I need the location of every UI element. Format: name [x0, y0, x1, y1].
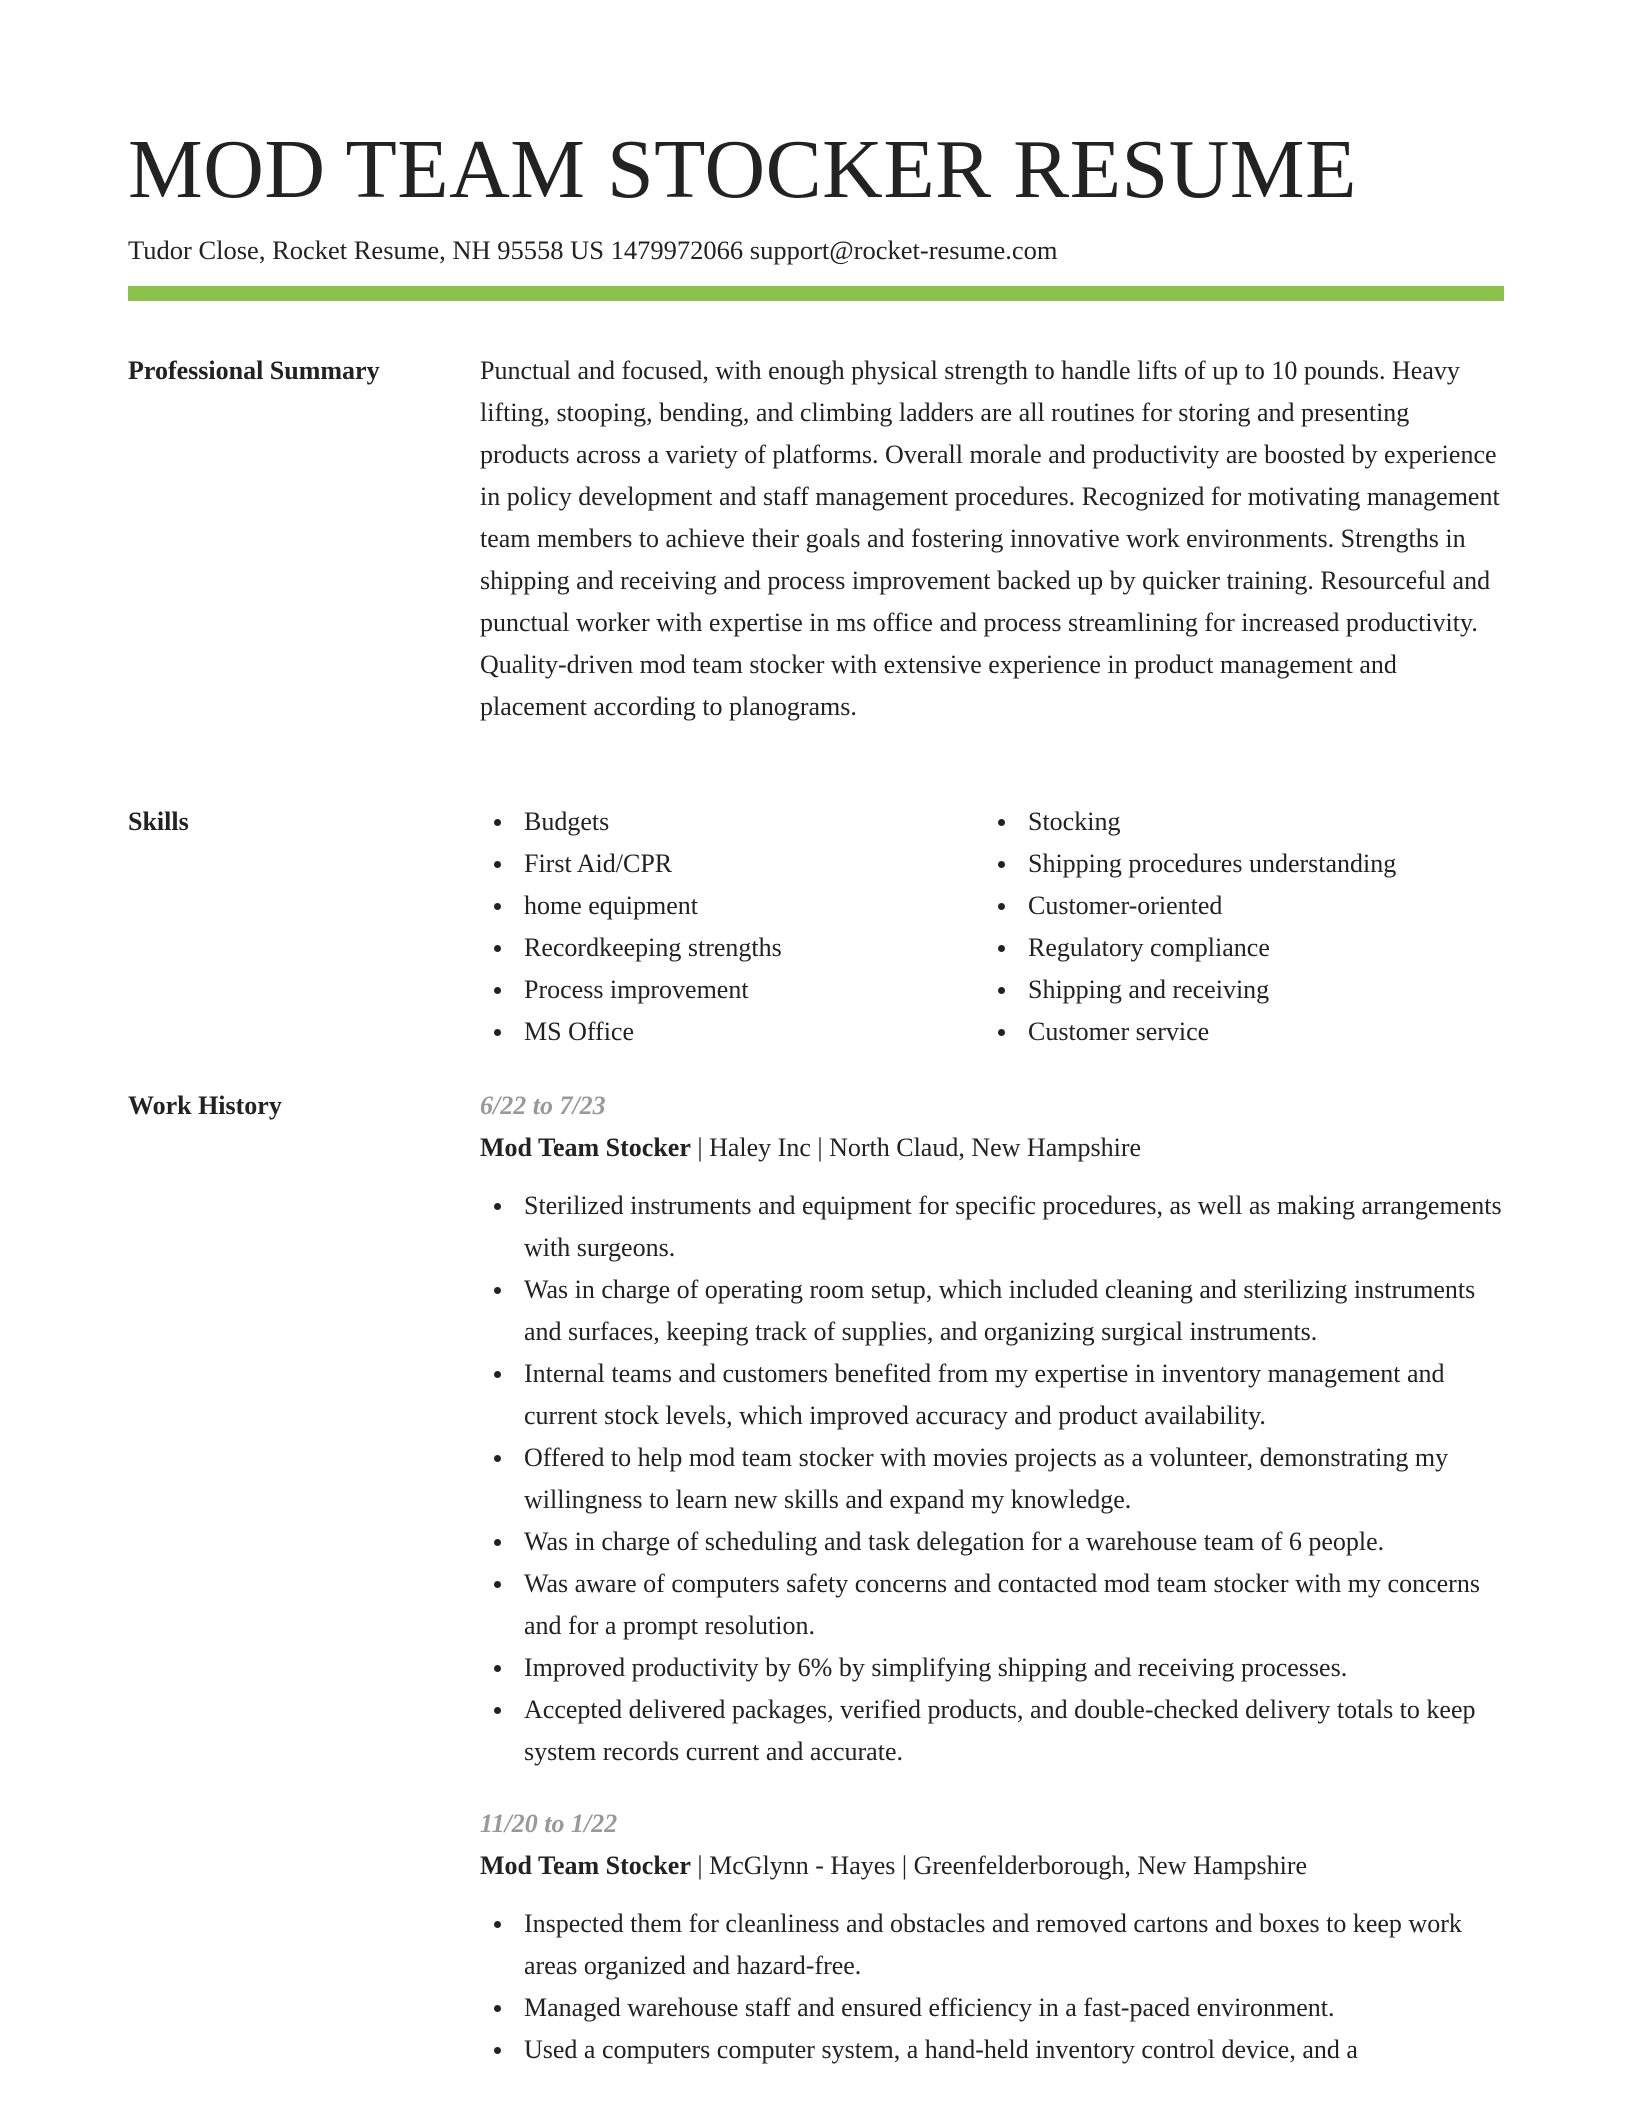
- skill-item: Stocking: [984, 801, 1488, 843]
- skill-item: Budgets: [480, 801, 984, 843]
- contact-info: Tudor Close, Rocket Resume, NH 95558 US 1479972066 support@rocket-resume.com: [128, 235, 1058, 265]
- skills-column-2: [984, 801, 1488, 1053]
- work-history-body: [480, 1085, 1504, 2101]
- job-title: Mod Team Stocker: [480, 1133, 691, 1162]
- skills-grid: [480, 801, 1504, 1053]
- skill-item: Shipping and receiving: [984, 969, 1488, 1011]
- skill-item: Shipping procedures understanding: [984, 843, 1488, 885]
- skill-item: MS Office: [480, 1011, 984, 1053]
- skills-column-1: [480, 801, 984, 1053]
- job-bullets: [480, 1185, 1504, 1773]
- skill-item: Customer service: [984, 1011, 1488, 1053]
- job-bullet: Was in charge of scheduling and task delegation for a warehouse team of 6 people.: [480, 1521, 1504, 1563]
- job-bullet: Was aware of computers safety concerns and contacted mod team stocker with my concerns and for a prompt resolution.: [480, 1563, 1504, 1647]
- job-header: [480, 1845, 1504, 1887]
- job-bullet: Managed warehouse staff and ensured efficiency in a fast-paced environment.: [480, 1987, 1504, 2029]
- skill-item: Regulatory compliance: [984, 927, 1488, 969]
- job-bullet: Improved productivity by 6% by simplifying shipping and receiving processes.: [480, 1647, 1504, 1689]
- job-details: | Haley Inc | North Claud, New Hampshire: [690, 1133, 1142, 1162]
- job-dates: 11/20 to 1/22: [480, 1809, 618, 1838]
- header-divider: [128, 286, 1504, 301]
- resume-title: MOD TEAM STOCKER RESUME: [128, 123, 1357, 216]
- work-history-heading: Work History: [128, 1091, 282, 1120]
- job-bullets: [480, 1903, 1504, 2071]
- skill-item: home equipment: [480, 885, 984, 927]
- skill-item: Process improvement: [480, 969, 984, 1011]
- skill-item: Recordkeeping strengths: [480, 927, 984, 969]
- summary-heading: Professional Summary: [128, 356, 380, 385]
- job-bullet: Offered to help mod team stocker with movies projects as a volunteer, demonstrating my willingness to learn new skills and expand my knowledge.: [480, 1437, 1504, 1521]
- job-details: | McGlynn - Hayes | Greenfelderborough, New Hampshire: [690, 1851, 1308, 1880]
- skill-item: Customer-oriented: [984, 885, 1488, 927]
- job-entry: [480, 1085, 1504, 1773]
- job-bullet: Sterilized instruments and equipment for specific procedures, as well as making arrangements with surgeons.: [480, 1185, 1504, 1269]
- job-bullet: Was in charge of operating room setup, which included cleaning and sterilizing instruments and surfaces, keeping track of supplies, and organizing surgical instruments.: [480, 1269, 1504, 1353]
- job-bullet: Accepted delivered packages, verified products, and double-checked delivery totals to keep system records current and accurate.: [480, 1689, 1504, 1773]
- skill-item: First Aid/CPR: [480, 843, 984, 885]
- summary-text: Punctual and focused, with enough physical strength to handle lifts of up to 10 pounds. Heavy lifting, stooping, bending, and climbing ladders are all routines for storing and presenting products across a variety of platforms. Overall morale and productivity are boosted by experience in policy development and staff management procedures. Recognized for motivating management team members to achieve their goals and fostering innovative work environments. Strengths in shipping and receiving and process improvement backed up by quicker training. Resourceful and punctual worker with expertise in ms office and process streamlining for increased productivity. Quality-driven mod team stocker with extensive experience in product management and placement according to planograms.: [480, 356, 1500, 721]
- job-dates: 6/22 to 7/23: [480, 1091, 606, 1120]
- job-header: [480, 1127, 1504, 1169]
- job-entry: [480, 1803, 1504, 2071]
- job-bullet: Used a computers computer system, a hand-held inventory control device, and a: [480, 2029, 1504, 2071]
- job-bullet: Inspected them for cleanliness and obstacles and removed cartons and boxes to keep work areas organized and hazard-free.: [480, 1903, 1504, 1987]
- summary-body: [480, 350, 1504, 728]
- job-title: Mod Team Stocker: [480, 1851, 691, 1880]
- job-bullet: Internal teams and customers benefited from my expertise in inventory management and current stock levels, which improved accuracy and product availability.: [480, 1353, 1504, 1437]
- skills-heading: Skills: [128, 807, 189, 836]
